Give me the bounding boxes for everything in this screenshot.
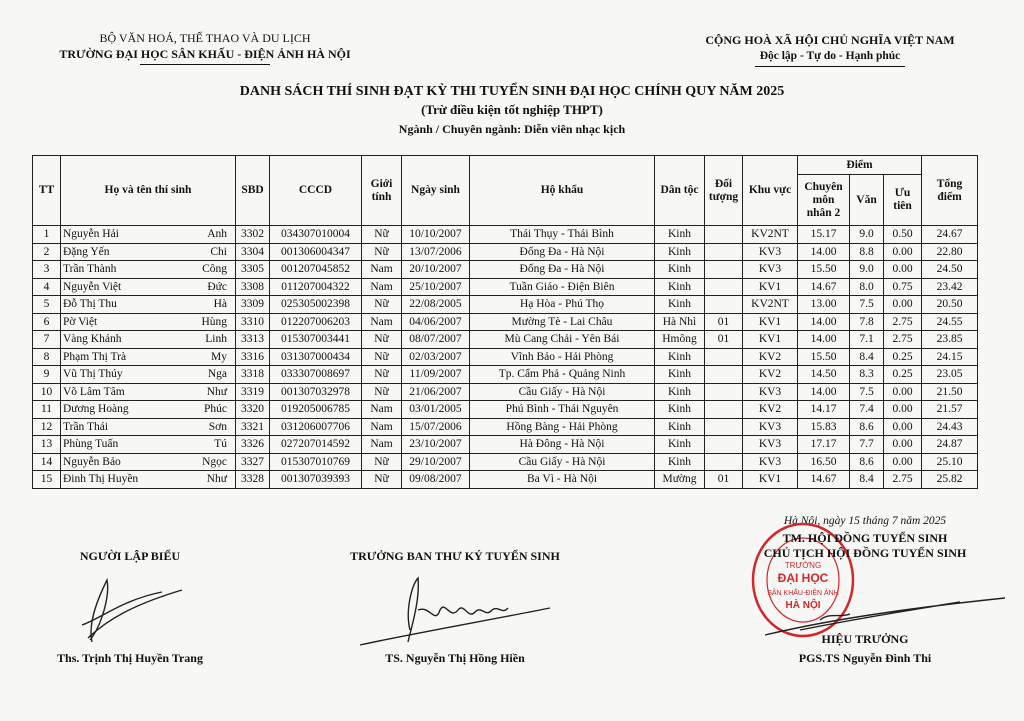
- row-cccd: 001307039393: [270, 471, 362, 489]
- secretary-title: TRƯỞNG BAN THƯ KÝ TUYỂN SINH: [350, 549, 560, 563]
- row-region: KV3: [743, 418, 798, 436]
- row-major-score: 14.17: [798, 401, 850, 419]
- row-total: 21.57: [922, 401, 978, 419]
- row-cccd: 031206007706: [270, 418, 362, 436]
- row-dob: 10/10/2007: [402, 226, 470, 244]
- row-lit: 7.1: [850, 331, 884, 349]
- row-dob: 02/03/2007: [402, 348, 470, 366]
- row-gender: Nam: [362, 436, 402, 454]
- table-row: [33, 296, 978, 314]
- row-tt: 4: [33, 278, 61, 296]
- col-bonus: Ưu tiên: [884, 175, 922, 226]
- row-gender: Nữ: [362, 226, 402, 244]
- motto: Độc lập - Tự do - Hạnh phúc: [759, 50, 901, 62]
- row-hometown: Phú Bình - Thái Nguyên: [470, 401, 655, 419]
- row-sbd: 3326: [236, 436, 270, 454]
- row-sbd: 3327: [236, 453, 270, 471]
- principal-role: HIỆU TRƯỞNG: [821, 632, 909, 646]
- row-bonus: 0.00: [884, 401, 922, 419]
- row-last-name: Võ Lâm Tâm: [63, 385, 125, 398]
- row-first-name: Như: [206, 385, 227, 398]
- row-first-name: Như: [206, 473, 227, 486]
- row-priority: [705, 296, 743, 314]
- row-region: KV3: [743, 436, 798, 454]
- row-dob: 04/06/2007: [402, 313, 470, 331]
- row-major-score: 15.83: [798, 418, 850, 436]
- row-name: [61, 243, 236, 261]
- row-cccd: 001307032978: [270, 383, 362, 401]
- col-gender: Giới tính: [362, 156, 402, 226]
- row-priority: [705, 436, 743, 454]
- preparer-title: NGƯỜI LẬP BIỂU: [79, 549, 181, 563]
- row-lit: 8.8: [850, 243, 884, 261]
- row-ethnic: Kinh: [655, 348, 705, 366]
- table-row: [33, 453, 978, 471]
- row-lit: 7.7: [850, 436, 884, 454]
- row-lit: 7.5: [850, 296, 884, 314]
- row-total: 23.42: [922, 278, 978, 296]
- row-tt: 10: [33, 383, 61, 401]
- row-last-name: Phùng Tuấn: [63, 438, 119, 451]
- row-name: [61, 331, 236, 349]
- council-title-line1: TM. HỘI ĐỒNG TUYỂN SINH: [782, 531, 948, 545]
- table-row: [33, 366, 978, 384]
- secretary-name: TS. Nguyễn Thị Hồng Hiền: [385, 651, 525, 665]
- row-gender: Nam: [362, 261, 402, 279]
- row-tt: 2: [33, 243, 61, 261]
- row-major-score: 16.50: [798, 453, 850, 471]
- row-priority: [705, 278, 743, 296]
- row-priority: [705, 383, 743, 401]
- table-row: [33, 418, 978, 436]
- row-sbd: 3318: [236, 366, 270, 384]
- table-row: [33, 348, 978, 366]
- row-lit: 8.6: [850, 418, 884, 436]
- row-sbd: 3321: [236, 418, 270, 436]
- row-tt: 6: [33, 313, 61, 331]
- row-gender: Nam: [362, 313, 402, 331]
- row-bonus: 0.00: [884, 383, 922, 401]
- row-ethnic: Kinh: [655, 453, 705, 471]
- row-gender: Nữ: [362, 331, 402, 349]
- preparer-signature: [62, 570, 202, 650]
- row-priority: [705, 453, 743, 471]
- row-sbd: 3320: [236, 401, 270, 419]
- row-name: [61, 471, 236, 489]
- row-total: 24.15: [922, 348, 978, 366]
- ministry-name: BỘ VĂN HOÁ, THỂ THAO VÀ DU LỊCH: [99, 31, 311, 45]
- row-priority: [705, 418, 743, 436]
- row-last-name: Vàng Khánh: [63, 333, 122, 346]
- row-hometown: Cầu Giấy - Hà Nội: [470, 453, 655, 471]
- row-bonus: 0.00: [884, 418, 922, 436]
- row-major-score: 14.67: [798, 471, 850, 489]
- row-dob: 21/06/2007: [402, 383, 470, 401]
- row-ethnic: Kinh: [655, 226, 705, 244]
- row-sbd: 3304: [236, 243, 270, 261]
- row-hometown: Mường Tè - Lai Châu: [470, 313, 655, 331]
- row-lit: 8.3: [850, 366, 884, 384]
- major-line: Ngành / Chuyên ngành: Diễn viên nhạc kịch: [398, 122, 626, 136]
- row-major-score: 15.50: [798, 261, 850, 279]
- header-divider-right: [755, 66, 905, 67]
- table-row: [33, 278, 978, 296]
- row-ethnic: Kinh: [655, 243, 705, 261]
- row-lit: 8.4: [850, 348, 884, 366]
- col-sbd: SBD: [236, 156, 270, 226]
- table-row: [33, 313, 978, 331]
- row-bonus: 0.25: [884, 366, 922, 384]
- row-region: KV2: [743, 401, 798, 419]
- row-tt: 14: [33, 453, 61, 471]
- row-region: KV2NT: [743, 226, 798, 244]
- row-ethnic: Kinh: [655, 401, 705, 419]
- document-title: DANH SÁCH THÍ SINH ĐẠT KỲ THI TUYỂN SINH ĐẠI HỌC CHÍNH QUY NĂM 2025: [239, 84, 785, 99]
- row-name: [61, 453, 236, 471]
- row-bonus: 0.00: [884, 261, 922, 279]
- row-lit: 8.0: [850, 278, 884, 296]
- row-hometown: Đống Đa - Hà Nội: [470, 243, 655, 261]
- row-gender: Nữ: [362, 471, 402, 489]
- row-tt: 13: [33, 436, 61, 454]
- col-name: Họ và tên thí sinh: [61, 156, 236, 226]
- row-total: 23.05: [922, 366, 978, 384]
- row-bonus: 0.00: [884, 453, 922, 471]
- row-region: KV3: [743, 243, 798, 261]
- row-ethnic: Kinh: [655, 296, 705, 314]
- row-ethnic: Kinh: [655, 418, 705, 436]
- table-row: [33, 401, 978, 419]
- row-ethnic: Hmông: [655, 331, 705, 349]
- row-name: [61, 436, 236, 454]
- col-dob: Ngày sinh: [402, 156, 470, 226]
- row-first-name: Sơn: [208, 420, 227, 433]
- row-lit: 9.0: [850, 226, 884, 244]
- row-sbd: 3328: [236, 471, 270, 489]
- row-major-score: 14.00: [798, 383, 850, 401]
- row-first-name: Nga: [207, 368, 227, 381]
- row-gender: Nam: [362, 418, 402, 436]
- table-header-row: [33, 156, 978, 175]
- col-ethnic: Dân tộc: [655, 156, 705, 226]
- row-tt: 3: [33, 261, 61, 279]
- row-priority: [705, 243, 743, 261]
- council-title-line2: CHỦ TỊCH HỘI ĐỒNG TUYỂN SINH: [763, 546, 967, 560]
- row-priority: [705, 401, 743, 419]
- row-first-name: Đức: [207, 280, 227, 293]
- row-first-name: Công: [202, 263, 227, 276]
- row-last-name: Đinh Thị Huyền: [63, 473, 139, 486]
- col-major-score: Chuyên môn nhân 2: [798, 175, 850, 226]
- row-dob: 08/07/2007: [402, 331, 470, 349]
- row-total: 23.85: [922, 331, 978, 349]
- row-sbd: 3302: [236, 226, 270, 244]
- row-last-name: Trần Thành: [63, 263, 117, 276]
- row-cccd: 012207006203: [270, 313, 362, 331]
- row-tt: 15: [33, 471, 61, 489]
- row-priority: [705, 366, 743, 384]
- row-hometown: Hồng Bàng - Hải Phòng: [470, 418, 655, 436]
- row-cccd: 031307000434: [270, 348, 362, 366]
- row-first-name: Tú: [214, 438, 227, 451]
- row-sbd: 3319: [236, 383, 270, 401]
- row-last-name: Vũ Thị Thúy: [63, 368, 123, 381]
- row-total: 25.82: [922, 471, 978, 489]
- national-header: [660, 32, 1000, 67]
- row-gender: Nữ: [362, 453, 402, 471]
- row-major-score: 15.17: [798, 226, 850, 244]
- row-tt: 9: [33, 366, 61, 384]
- table-row: [33, 436, 978, 454]
- row-total: 24.55: [922, 313, 978, 331]
- row-sbd: 3310: [236, 313, 270, 331]
- col-score-group: Điểm: [798, 156, 922, 175]
- row-first-name: Phúc: [204, 403, 227, 416]
- row-lit: 7.5: [850, 383, 884, 401]
- row-cccd: 034307010004: [270, 226, 362, 244]
- row-ethnic: Kinh: [655, 278, 705, 296]
- table-row: [33, 261, 978, 279]
- row-ethnic: Hà Nhì: [655, 313, 705, 331]
- row-last-name: Trần Thái: [63, 420, 109, 433]
- row-region: KV1: [743, 471, 798, 489]
- row-bonus: 2.75: [884, 313, 922, 331]
- row-major-score: 15.50: [798, 348, 850, 366]
- row-priority: [705, 226, 743, 244]
- row-first-name: Hùng: [201, 315, 227, 328]
- row-region: KV1: [743, 331, 798, 349]
- row-total: 22.80: [922, 243, 978, 261]
- row-last-name: Nguyễn Việt: [63, 280, 122, 293]
- row-sbd: 3308: [236, 278, 270, 296]
- row-tt: 1: [33, 226, 61, 244]
- row-major-score: 14.67: [798, 278, 850, 296]
- row-last-name: Đặng Yến: [63, 245, 110, 258]
- row-bonus: 0.00: [884, 243, 922, 261]
- row-gender: Nữ: [362, 243, 402, 261]
- row-ethnic: Kinh: [655, 261, 705, 279]
- row-name: [61, 348, 236, 366]
- row-lit: 7.8: [850, 313, 884, 331]
- row-priority: [705, 261, 743, 279]
- header-divider-left: [140, 64, 270, 65]
- row-gender: Nữ: [362, 383, 402, 401]
- row-dob: 22/08/2005: [402, 296, 470, 314]
- col-cccd: CCCD: [270, 156, 362, 226]
- row-name: [61, 313, 236, 331]
- table-row: [33, 331, 978, 349]
- row-major-score: 14.00: [798, 313, 850, 331]
- row-region: KV3: [743, 261, 798, 279]
- table-row: [33, 471, 978, 489]
- row-gender: Nữ: [362, 296, 402, 314]
- stamp-text-2: ĐẠI HỌC: [777, 571, 829, 585]
- row-major-score: 17.17: [798, 436, 850, 454]
- row-priority: 01: [705, 313, 743, 331]
- row-name: [61, 401, 236, 419]
- preparer-name: Ths. Trịnh Thị Huyền Trang: [57, 651, 203, 665]
- council-title: [720, 531, 1010, 561]
- row-dob: 29/10/2007: [402, 453, 470, 471]
- row-total: 21.50: [922, 383, 978, 401]
- ministry-header: [40, 30, 370, 65]
- row-name: [61, 418, 236, 436]
- row-sbd: 3305: [236, 261, 270, 279]
- row-total: 24.67: [922, 226, 978, 244]
- row-tt: 11: [33, 401, 61, 419]
- row-sbd: 3309: [236, 296, 270, 314]
- row-region: KV2: [743, 366, 798, 384]
- row-total: 20.50: [922, 296, 978, 314]
- row-gender: Nam: [362, 278, 402, 296]
- col-total: Tổng điểm: [922, 156, 978, 226]
- row-bonus: 0.50: [884, 226, 922, 244]
- col-hometown: Hộ khẩu: [470, 156, 655, 226]
- row-cccd: 025305002398: [270, 296, 362, 314]
- row-tt: 12: [33, 418, 61, 436]
- row-bonus: 0.00: [884, 296, 922, 314]
- row-first-name: Hà: [213, 298, 227, 311]
- row-cccd: 027207014592: [270, 436, 362, 454]
- row-major-score: 14.50: [798, 366, 850, 384]
- row-ethnic: Kinh: [655, 436, 705, 454]
- table-row: [33, 383, 978, 401]
- row-dob: 03/01/2005: [402, 401, 470, 419]
- row-bonus: 2.75: [884, 471, 922, 489]
- row-priority: 01: [705, 331, 743, 349]
- row-cccd: 019205006785: [270, 401, 362, 419]
- row-ethnic: Kinh: [655, 366, 705, 384]
- row-last-name: Nguyễn Bảo: [63, 455, 121, 468]
- row-bonus: 2.75: [884, 331, 922, 349]
- row-gender: Nữ: [362, 366, 402, 384]
- row-dob: 25/10/2007: [402, 278, 470, 296]
- row-region: KV3: [743, 383, 798, 401]
- row-region: KV1: [743, 313, 798, 331]
- row-gender: Nam: [362, 401, 402, 419]
- row-hometown: Hạ Hòa - Phú Thọ: [470, 296, 655, 314]
- row-major-score: 13.00: [798, 296, 850, 314]
- row-cccd: 001207045852: [270, 261, 362, 279]
- row-total: 24.43: [922, 418, 978, 436]
- row-name: [61, 366, 236, 384]
- col-tt: TT: [33, 156, 61, 226]
- document-subtitle: (Trừ điều kiện tốt nghiệp THPT): [421, 102, 603, 117]
- row-last-name: Pờ Việt: [63, 315, 98, 328]
- row-hometown: Ba Vì - Hà Nội: [470, 471, 655, 489]
- row-first-name: Chi: [210, 245, 227, 258]
- row-dob: 11/09/2007: [402, 366, 470, 384]
- row-total: 24.87: [922, 436, 978, 454]
- row-cccd: 001306004347: [270, 243, 362, 261]
- row-tt: 5: [33, 296, 61, 314]
- row-major-score: 14.00: [798, 243, 850, 261]
- row-dob: 15/07/2006: [402, 418, 470, 436]
- row-last-name: Phạm Thị Trà: [63, 350, 127, 363]
- row-hometown: Tuần Giáo - Điện Biên: [470, 278, 655, 296]
- row-name: [61, 261, 236, 279]
- stamp-text-1: TRƯỜNG: [784, 561, 822, 570]
- secretary-signature: [340, 570, 560, 650]
- country-name: CỘNG HOÀ XÃ HỘI CHỦ NGHĨA VIỆT NAM: [705, 33, 955, 47]
- row-ethnic: Mường: [655, 471, 705, 489]
- row-dob: 09/08/2007: [402, 471, 470, 489]
- row-first-name: Ngọc: [202, 455, 227, 468]
- row-hometown: Thái Thụy - Thái Bình: [470, 226, 655, 244]
- row-total: 25.10: [922, 453, 978, 471]
- row-sbd: 3316: [236, 348, 270, 366]
- row-name: [61, 296, 236, 314]
- row-tt: 7: [33, 331, 61, 349]
- row-dob: 20/10/2007: [402, 261, 470, 279]
- row-cccd: 015307010769: [270, 453, 362, 471]
- row-region: KV2: [743, 348, 798, 366]
- row-cccd: 015307003441: [270, 331, 362, 349]
- row-name: [61, 383, 236, 401]
- signing-date: Hà Nội, ngày 15 tháng 7 năm 2025: [783, 515, 947, 527]
- row-last-name: Dương Hoàng: [63, 403, 129, 416]
- row-lit: 8.4: [850, 471, 884, 489]
- row-total: 24.50: [922, 261, 978, 279]
- table-row: [33, 243, 978, 261]
- row-lit: 8.6: [850, 453, 884, 471]
- row-tt: 8: [33, 348, 61, 366]
- row-priority: 01: [705, 471, 743, 489]
- principal-name: PGS.TS Nguyễn Đình Thi: [798, 651, 932, 665]
- row-bonus: 0.75: [884, 278, 922, 296]
- row-bonus: 0.00: [884, 436, 922, 454]
- row-region: KV1: [743, 278, 798, 296]
- row-hometown: Hà Đông - Hà Nội: [470, 436, 655, 454]
- row-hometown: Đống Đa - Hà Nội: [470, 261, 655, 279]
- col-region: Khu vực: [743, 156, 798, 226]
- row-first-name: Linh: [205, 333, 227, 346]
- row-ethnic: Kinh: [655, 383, 705, 401]
- row-sbd: 3313: [236, 331, 270, 349]
- stamp-text-3: SÂN KHẤU-ĐIỆN ẢNH: [767, 590, 839, 597]
- row-gender: Nữ: [362, 348, 402, 366]
- row-hometown: Vĩnh Bảo - Hải Phòng: [470, 348, 655, 366]
- row-first-name: My: [211, 350, 227, 363]
- row-region: KV2NT: [743, 296, 798, 314]
- col-lit: Văn: [850, 175, 884, 226]
- row-dob: 23/10/2007: [402, 436, 470, 454]
- row-cccd: 011207004322: [270, 278, 362, 296]
- row-cccd: 033307008697: [270, 366, 362, 384]
- stamp-text-4: HÀ NỘI: [785, 600, 821, 611]
- row-region: KV3: [743, 453, 798, 471]
- row-first-name: Anh: [207, 228, 227, 241]
- row-priority: [705, 348, 743, 366]
- row-lit: 7.4: [850, 401, 884, 419]
- university-name: TRƯỜNG ĐẠI HỌC SÂN KHẤU - ĐIỆN ẢNH HÀ NỘI: [59, 47, 351, 61]
- row-lit: 9.0: [850, 261, 884, 279]
- candidates-table: [32, 155, 978, 489]
- table-row: [33, 226, 978, 244]
- col-priority: Đối tượng: [705, 156, 743, 226]
- row-bonus: 0.25: [884, 348, 922, 366]
- row-hometown: Tp. Cẩm Phả - Quảng Ninh: [470, 366, 655, 384]
- row-dob: 13/07/2006: [402, 243, 470, 261]
- row-hometown: Cầu Giấy - Hà Nội: [470, 383, 655, 401]
- row-last-name: Nguyễn Hải: [63, 228, 119, 241]
- row-last-name: Đỗ Thị Thu: [63, 298, 117, 311]
- row-major-score: 14.00: [798, 331, 850, 349]
- row-hometown: Mù Cang Chải - Yên Bái: [470, 331, 655, 349]
- row-name: [61, 278, 236, 296]
- row-name: [61, 226, 236, 244]
